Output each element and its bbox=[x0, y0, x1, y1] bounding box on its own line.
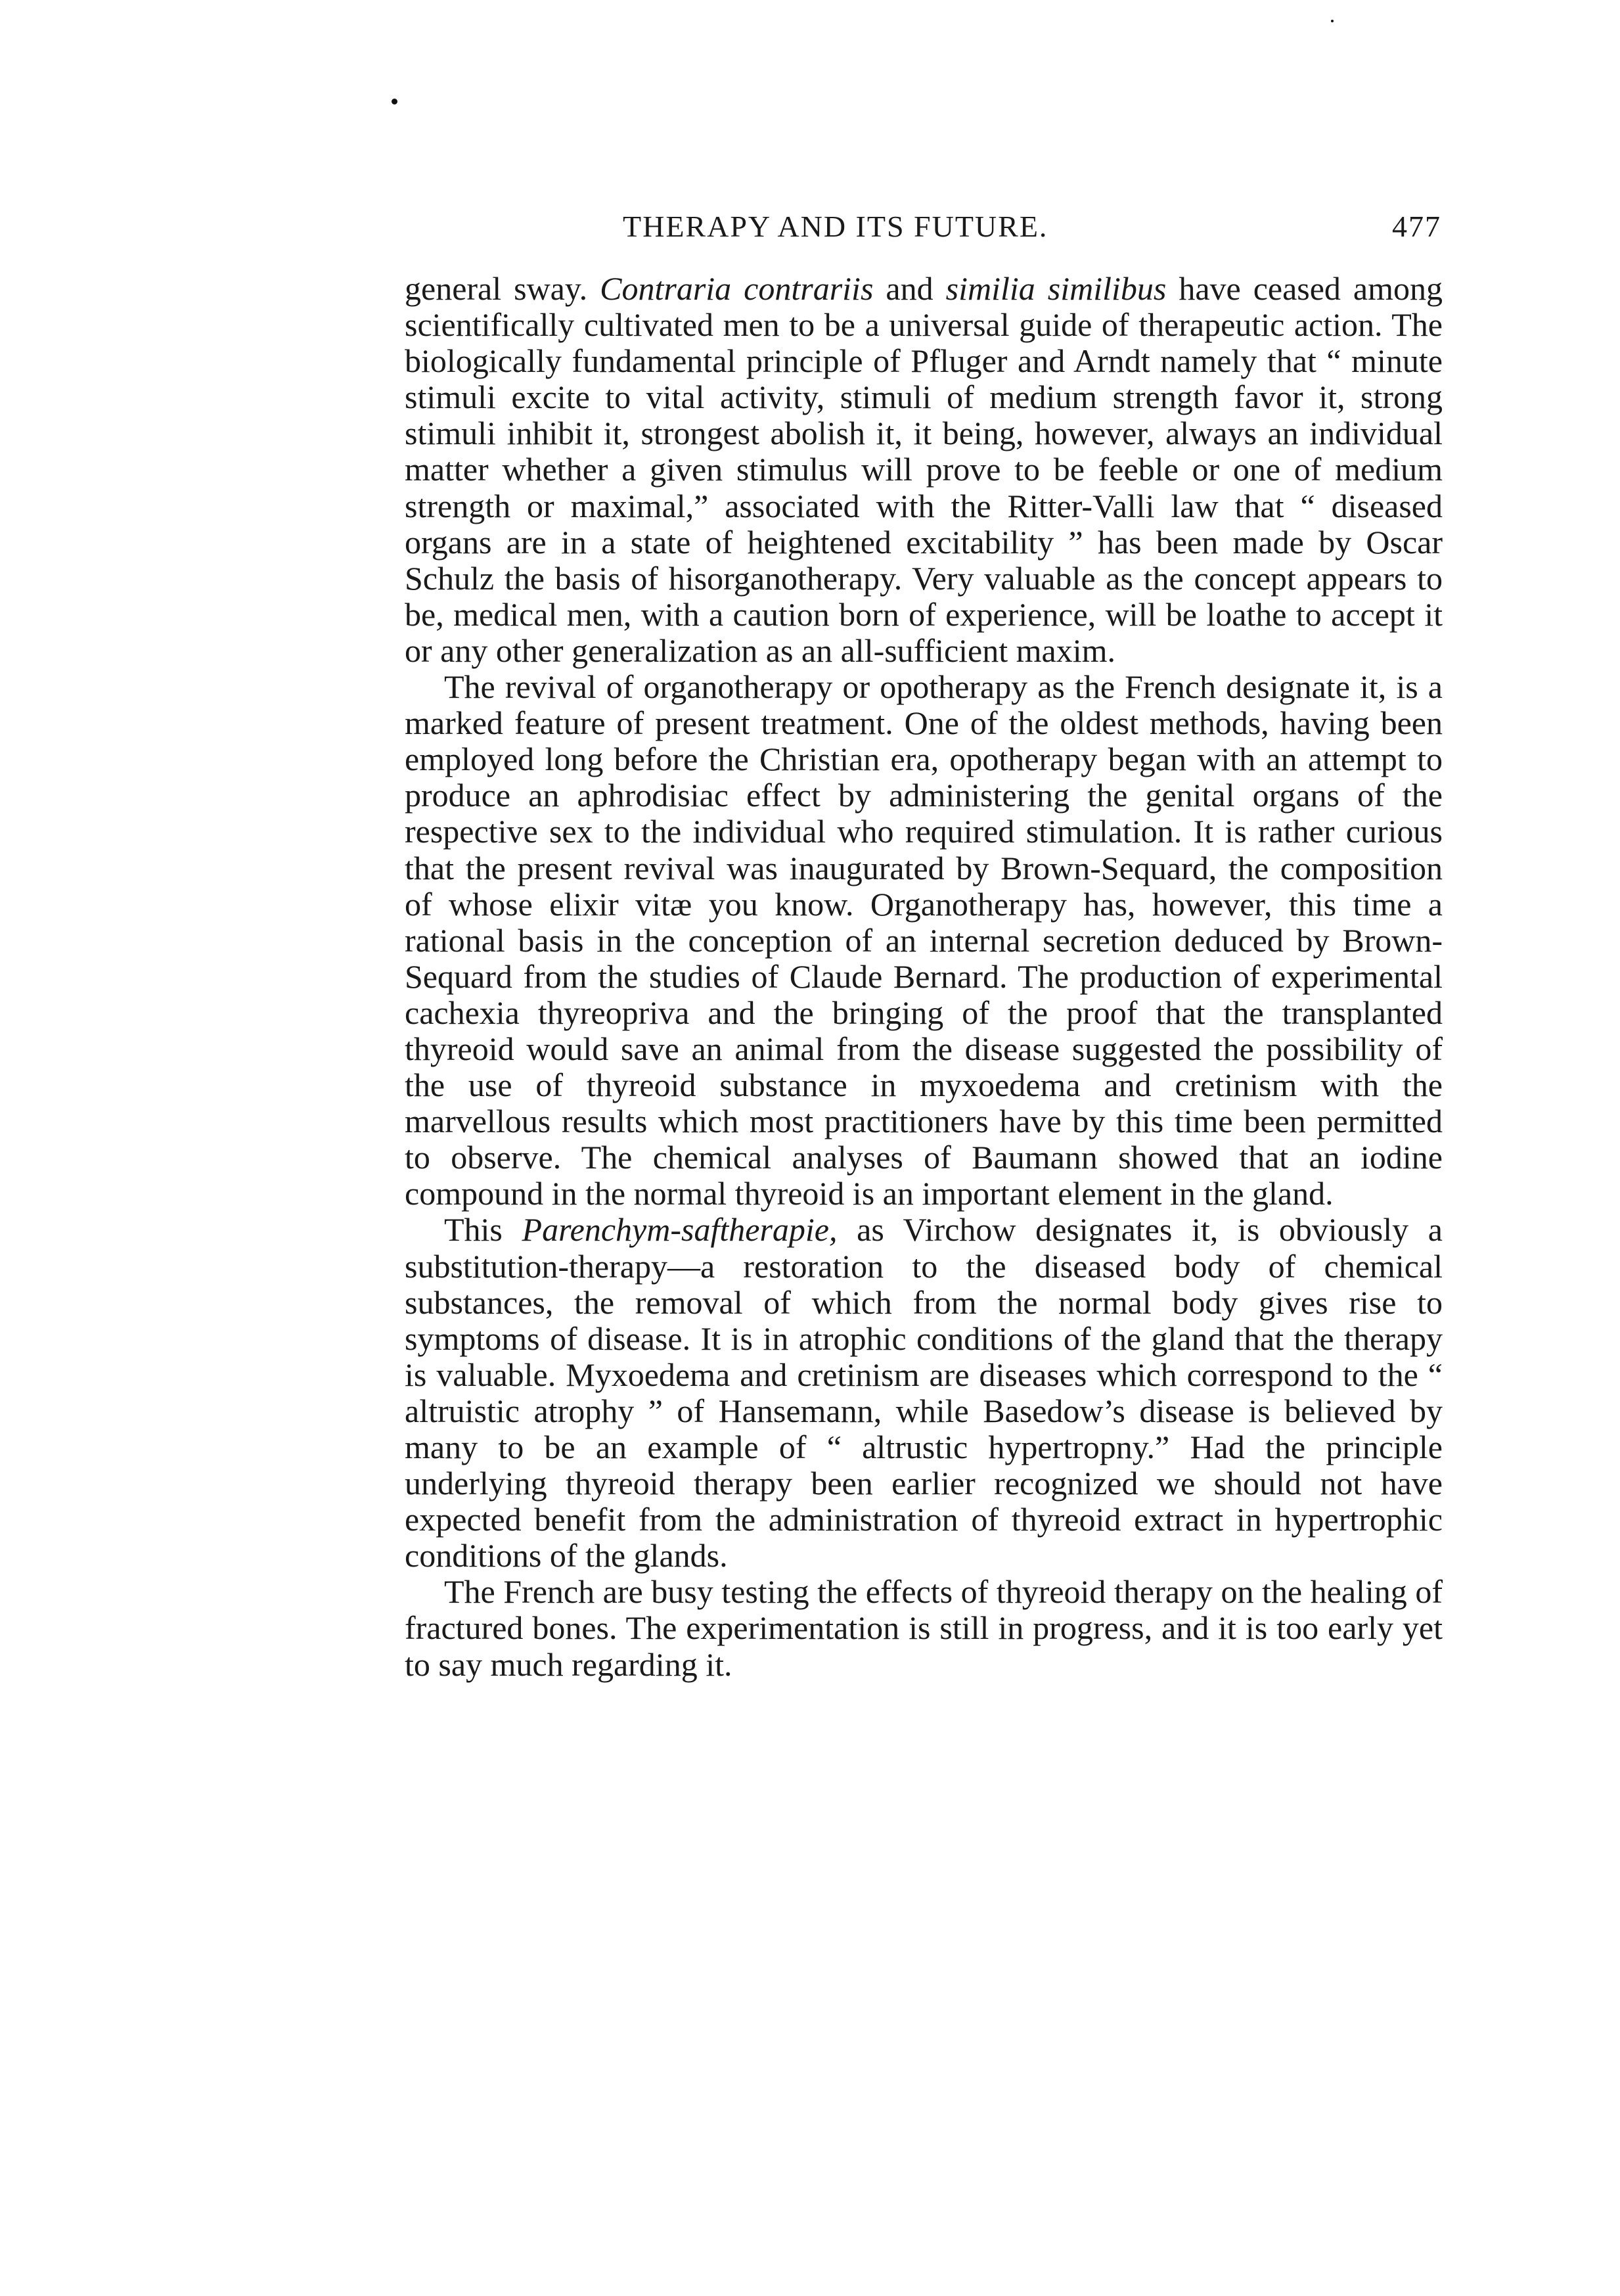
text-segment: have ceased among scientifically cultivated men to be a universal guide of therapeutic action. The biologically fundamental principle of Pfluger and Arndt namely that “ minute stimuli excite to vital activity, stimuli of medium strength favor it, strong stimuli inhibit it, strongest abolish it, it being, however, always an individual matter whether a given stimulus will prove to be feeble or one of medium strength or maximal,” associated with the Ritter-Valli law that “ diseased organs are in a state of heightened excitability ” has been made by Oscar Schulz the basis of hisorganotherapy. Very valuable as the concept appears to be, medical men, with a caution born of experience, will be loathe to accept it or any other generalization as an all-sufficient maxim. bbox=[405, 270, 1443, 669]
text-segment: as Virchow designates it, is obviously a substitution-therapy—a restoration to the diseased body of chemical substances, the removal of which from the normal body gives rise to symptoms of disease. It is in atrophic conditions of the gland that the therapy is valuable. Myxoedema and cretinism are diseases which correspond to the “ altruistic atrophy ” of Hansemann, while Basedow’s disease is believed by many to be an example of “ altrustic hypertropny.” Had the principle underlying thyreoid therapy been earlier recognized we should not have expected benefit from the administration of thyreoid extract in hypertrophic conditions of the glands. bbox=[405, 1211, 1443, 1574]
paragraph bbox=[405, 669, 1443, 1212]
italic-term: Contraria contrariis bbox=[600, 270, 874, 307]
text-segment: The French are busy testing the effects of thyreoid therapy on the healing of fractured bones. The experimentation is still in progress, and it is too early yet to say much regarding it. bbox=[405, 1573, 1443, 1683]
running-title: THERAPY AND ITS FUTURE. bbox=[623, 210, 1048, 243]
text-segment: This bbox=[444, 1211, 522, 1249]
paragraph bbox=[405, 1212, 1443, 1574]
text-segment: and bbox=[873, 270, 946, 307]
italic-term: similia similibus bbox=[945, 270, 1167, 307]
italic-term: Parenchym-saftherapie, bbox=[522, 1211, 838, 1249]
paragraph bbox=[405, 271, 1443, 669]
page-header bbox=[623, 209, 1441, 255]
text-segment: The revival of organotherapy or opotherapy as the French designate it, is a marked feature of present treatment. One of the oldest methods, having been employed long before the Christian era, opotherapy began with an attempt to produce an aphrodisiac effect by administering the genital organs of the respective sex to the individual who required stimulation. It is rather curious that the present revival was inaugurated by Brown-Sequard, the composition of whose elixir vitæ you know. Organotherapy has, however, this time a rational basis in the conception of an internal secretion deduced by Brown-Sequard from the studies of Claude Bernard. The production of experimental cachexia thyreopriva and the bringing of the proof that the transplanted thyreoid would save an animal from the disease suggested the possibility of the use of thyreoid substance in myxoedema and cretinism with the marvellous results which most practitioners have by this time been permitted to observe. The chemical analyses of Baumann showed that an iodine compound in the normal thyreoid is an important element in the gland. bbox=[405, 668, 1443, 1212]
body-text bbox=[405, 271, 1443, 1683]
paragraph bbox=[405, 1574, 1443, 1682]
scan-speck bbox=[392, 99, 397, 104]
text-segment: general sway. bbox=[405, 270, 600, 307]
page-number: 477 bbox=[1392, 210, 1441, 243]
scan-speck bbox=[1331, 20, 1334, 22]
